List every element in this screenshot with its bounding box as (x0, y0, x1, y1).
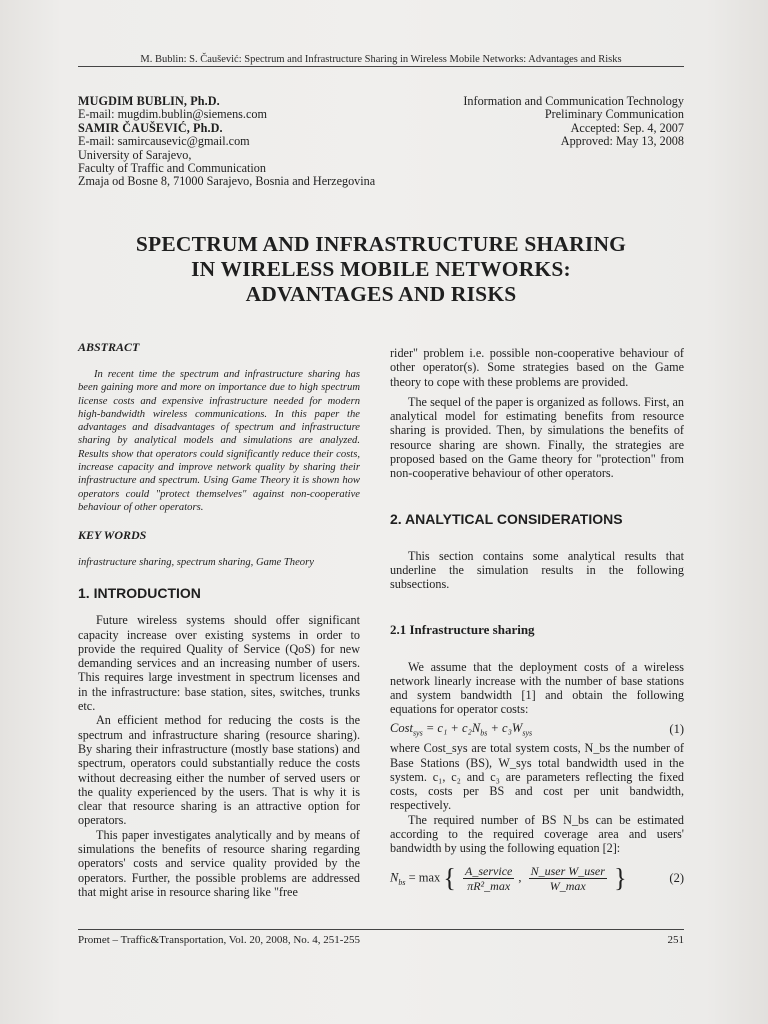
accepted-date: Accepted: Sep. 4, 2007 (570, 120, 684, 135)
running-head: M. Bublin: S. Čaušević: Spectrum and Infrastructure Sharing in Wireless Mobile Networks: Advantages and Risks (140, 54, 622, 65)
equation-2 (390, 864, 684, 893)
paragraph: This section contains some analytical results that underline the simulation results in the following subsections. (390, 548, 684, 592)
paragraph: The sequel of the paper is organized as follows. First, an analytical model for estimating benefits from resource sharing is provided. Then, by simulations the benefits of resource sharing are shown. Finally, the strategies are proposed based on the Game theory for "protection" from non-cooperative behaviour of other operators. (390, 394, 684, 481)
paragraph: An efficient method for reducing the costs is the spectrum and infrastructure sharing (resource sharing). By sharing their infrastructure (mostly base stations) and spectrum, operators could substantially reduce the costs without decreasing either the number of served users or the quality experienced by the users. That is why it is clear that resource sharing is an attractive option for operators. (78, 713, 360, 828)
author-name: SAMIR ČAUŠEVIĆ, Ph.D. (78, 120, 223, 135)
title-line: SPECTRUM AND INFRASTRUCTURE SHARING (135, 232, 627, 256)
abstract-text: In recent time the spectrum and infrastructure sharing has been gaining more and more on importance due to high spectrum license costs and expensive infrastructure needed for modern high-bandwidth wireless communications. In this paper the advantages and disadvantages of spectrum and infrastructure sharing by analytical models and simulations are analyzed. Results show that operators could significantly reduce their costs, increase capacity and improve network quality by sharing their infrastructure and spectrum. Using Game Theory it is shown how operators could "protect themselves" against non-cooperative behaviour of other operators. (78, 369, 360, 513)
subsection-heading: 2.1 Infrastructure sharing (390, 621, 535, 637)
author-name: MUGDIM BUBLIN, Ph.D. (78, 94, 220, 108)
fraction: $\frac{\text{A\_service}}{\text{πR²\_max}}$ (465, 863, 513, 893)
paragraph: rider" problem i.e. possible non-cooperative behaviour of other operator(s). Some strategies based on the Game theory to cope with these problems are provided. (390, 346, 684, 389)
paragraph: We assume that the deployment costs of a wireless network linearly increase with the number of base stations and system bandwidth [1] and obtain the following equations for operator costs: (390, 659, 684, 717)
section-heading-analytical: 2. ANALYTICAL CONSIDERATIONS (390, 510, 623, 527)
keywords-heading: KEY WORDS (78, 528, 147, 543)
paper-type: Preliminary Communication (544, 107, 684, 122)
journal-citation: Promet – Traffic&Transportation, Vol. 20, 2008, No. 4, 251-255 (78, 934, 360, 946)
equation-2-formula: $N_{bs} = \max$ { $\frac{\text{A\_service}}{\text{πR²\_max}}$ , $\frac{\text{N\_user W\_user}}{W\_\max}$ } (390, 863, 627, 893)
equation-number: (1) (669, 721, 684, 736)
paper-title (78, 232, 684, 307)
paragraph: where Cost_sys are total system costs, N_bs the number of Base Stations (BS), W_sys total bandwidth used in the system. c₁, c₂ and c₃ are parameters reflecting the fixed costs, costs per BS and cost per unit bandwidth, respectively. (390, 741, 684, 813)
author-email: E-mail: mugdim.bublin@siemens.com (78, 107, 267, 122)
paragraph: The required number of BS N_bs can be estimated according to the required coverage area and users' bandwidth by using the following equation [2]: (390, 812, 684, 856)
author-block (78, 95, 378, 189)
section-heading-introduction: 1. INTRODUCTION (78, 585, 201, 602)
fraction: $\frac{\text{N\_user W\_user}}{W\_\max}$ (530, 863, 605, 893)
paragraph: This paper investigates analytically and by means of simulations the benefits of resource sharing regarding operators' costs and service quality provided by the operators. Further, the possible problems are addressed that might arise in resource sharing like "free (78, 827, 360, 899)
page-footer (78, 934, 684, 946)
equation-1 (390, 721, 684, 738)
header-rule (78, 66, 684, 67)
footer-rule (78, 929, 684, 930)
affiliation-line: University of Sarajevo, (78, 147, 192, 162)
abstract-heading: ABSTRACT (78, 340, 140, 354)
equation-1-formula: Cost$_{sys}$ = $c_1 + c_2N_{bs} + c_3W_{sys}$ (390, 720, 533, 738)
affiliation-line: Faculty of Traffic and Communication (78, 161, 266, 176)
right-column (390, 346, 684, 893)
paper-field: Information and Communication Technology (463, 94, 684, 108)
paragraph: Future wireless systems should offer significant capacity increase over existing systems in order to provide the required Quality of Service (QoS) for new demanding services and an increasing number of users. This requires large investment in spectrum licenses and in the infrastructure: base station, sites, switches, trunks etc. (78, 613, 360, 714)
affiliation-line: Zmaja od Bosne 8, 71000 Sarajevo, Bosnia and Herzegovina (78, 174, 376, 189)
approved-date: Approved: May 13, 2008 (560, 134, 684, 149)
title-line: ADVANTAGES AND RISKS (245, 282, 517, 306)
title-line: IN WIRELESS MOBILE NETWORKS: (191, 257, 571, 281)
keywords-text: infrastructure sharing, spectrum sharing, Game Theory (78, 557, 314, 569)
page-number: 251 (667, 934, 684, 946)
paper-meta (384, 95, 684, 149)
equation-number: (2) (669, 870, 684, 885)
author-email: E-mail: samircausevic@gmail.com (78, 134, 250, 149)
left-column (78, 340, 360, 899)
